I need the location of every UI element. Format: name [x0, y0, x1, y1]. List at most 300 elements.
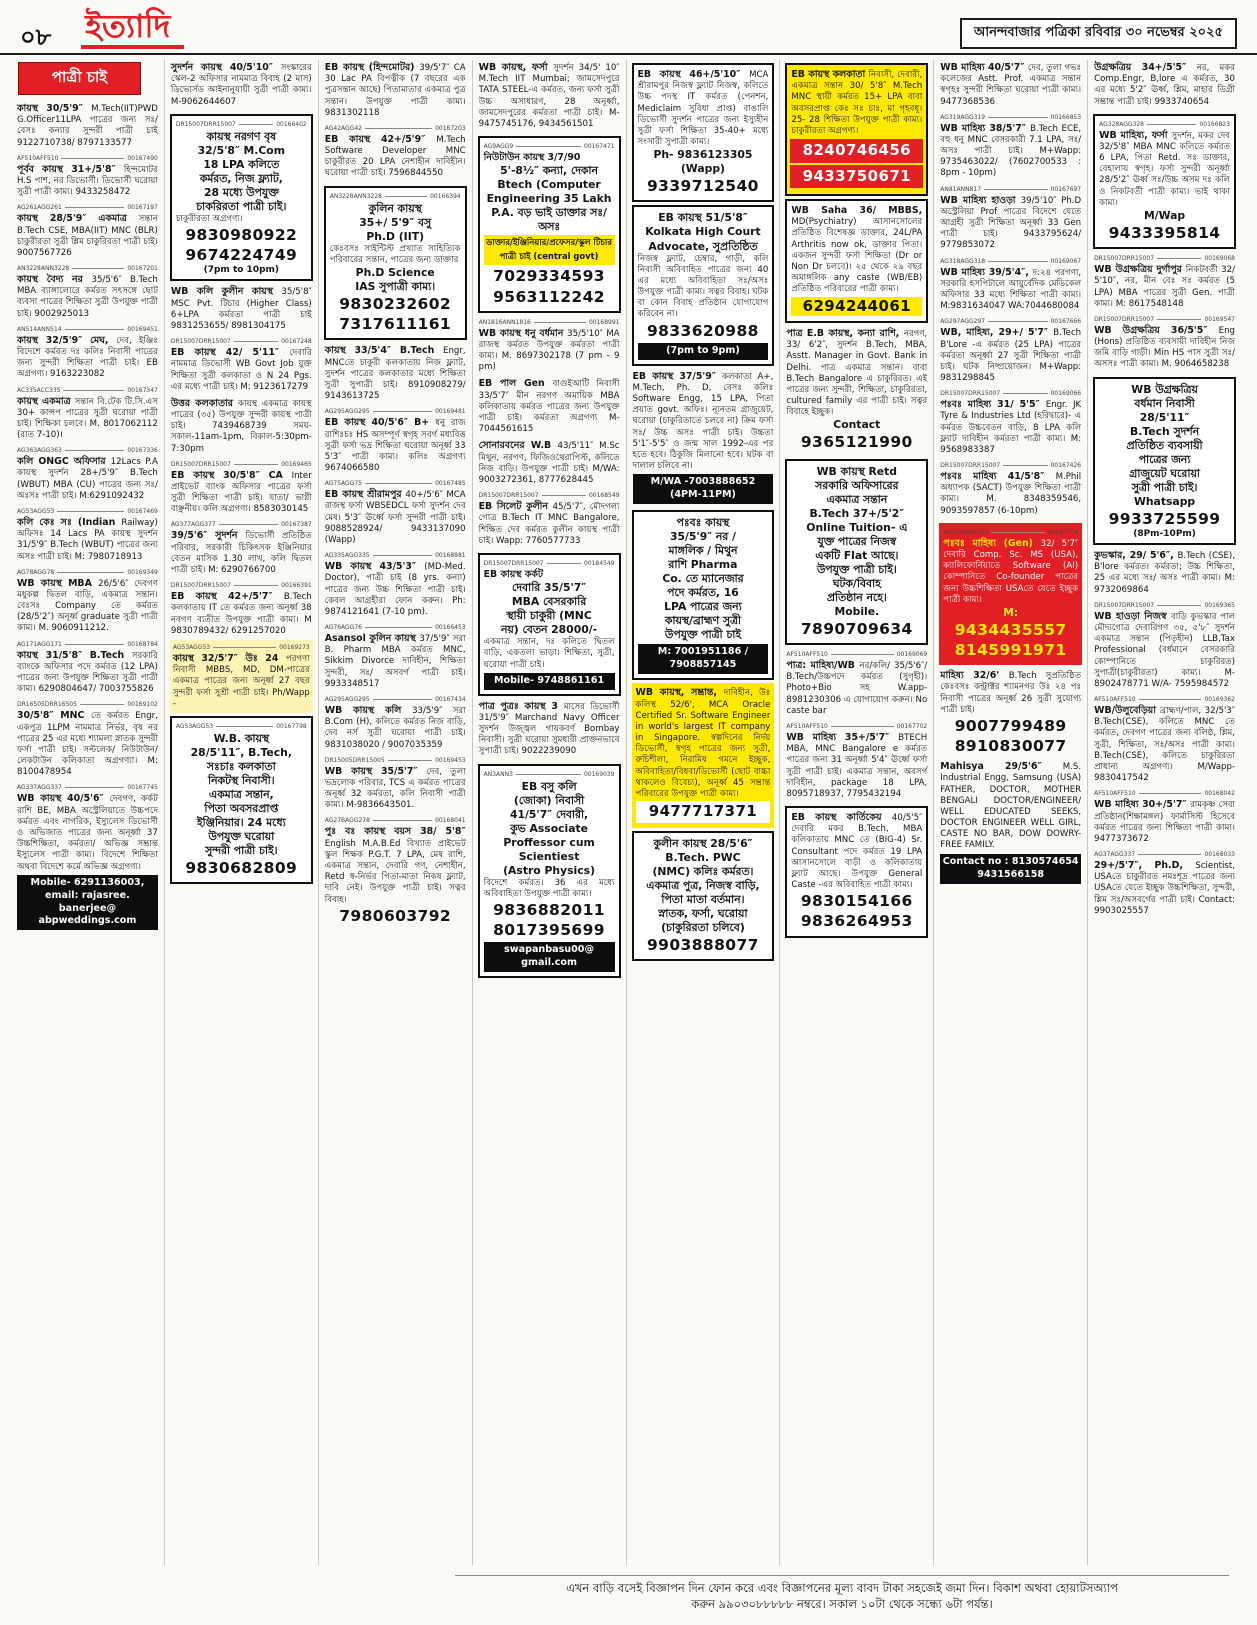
classified-ad [478, 489, 621, 550]
ad-text: EB কায়স্থ 37/5'9″ কলকাতা A+, M.Tech, Ph. D, বেসঃ কলিঃ Software Engg, 15 LPA, পিতা প্রয়াত govt. অফিঃ। ন্যূনতম গ্রাজুয়েট, ঘরোয়া (চাকুরিতাতে চলবে না) ক্রিম ফর্সা সঃ/ উচ্চ অসঃ পাত্রী চাই। উচ্চতা 5'1″-5'5″ ও জন্ম সাল 1992-এর পর হতে হবে। ঠিকুজি মিলানো হবে। ঘটক বা দালাল চলিবে না। [632, 370, 774, 472]
ad-emphasis-text: (জোকা) নিবাসী [513, 793, 585, 807]
classified-ad [324, 122, 467, 183]
ad-emphasis-text: একটি Flat আছে। [815, 548, 899, 562]
ad-text: কায়স্থ 28/5'9″ একমাত্র সন্তান B.Tech CSE, MBA(IIT) MNC (BLR) চাকুরীরতা সুত্রী শ্লিম চাকুরিরতা পাত্রী চাই। 9007567726 [17, 213, 158, 258]
ad-emphasis-text: গ্রাজুয়েট ঘরোয়া [1129, 466, 1200, 480]
ad-emphasis-text: (চাকুরিরতা চলিবে) [661, 920, 745, 934]
ad-text: WB কায়স্থ, সম্ভ্রান্ত, দাবিহীন, উঃ কলিস্থ 52/6', MCA Oracle Certified Sr. Software Engineer in world's largest IT company in Singapore. স্বল্পদিনের নির্দয় ডিভোর্সী, স্বগৃহ পাত্রের জন্য সুত্রী, রুচিশীলা, নিরামিষ গমনে ইচ্ছুক, অবিবাহিতা/বিধবা/ডিভোর্সী (ছোট বাচ্চা থাকলেও বিবেচ্য), অনূর্ধ্ব 45 সম্ভ্রান্ত পরিবারের উপযুক্ত পাত্রী কাম্য। [635, 687, 771, 799]
ad-emphasis-text: Scientiest [518, 849, 580, 863]
ad-emphasis-text: 32/5'8″ M.Com [197, 143, 285, 157]
ad-emphasis-text: Contact [833, 418, 881, 432]
classified-ad [1093, 313, 1236, 374]
ad-serial-code: AG335AGG335 00168981 [324, 552, 466, 560]
classified-ad [939, 759, 1082, 886]
classified-ad [632, 683, 775, 827]
ad-text: WB কায়স্থ 43/5'3″ (MD-Med. Doctor), পাত্রী চাই (8 yrs. কন্যা) পাত্রের জন্য উচ্চ শিক্ষিতা পাত্রী চাই। কেবল আগ্রহীরা ফোন করুন। Ph: 9874121641 (7-10 pm). [324, 561, 466, 617]
ad-serial-code: DR15007DRR15007 00169547 [1094, 315, 1235, 323]
classified-ad [478, 553, 621, 696]
classified-ad [324, 549, 467, 621]
classified-ad [324, 186, 467, 341]
classified-ad [1093, 252, 1236, 313]
ad-serial-code: AG363AGG363 00167336 [17, 447, 158, 455]
ad-emphasis-text: একমাত্র পুত্র, নিজস্ব বাড়ি, [646, 878, 760, 892]
ad-text: WB/উলুবেড়িয়া ব্রাহ্মণ/পাল, 32/5'3″ B.Tech(CSE), কলিতে MNC তে কর্মরত, দেবগণ পাত্রের জন্য বলিষ্ঠ, শ্লিম, সুত্রী, শিক্ষিতা, সঃ/অসঃ পাত্রী কাম্য। B.Tech(CSE), কলিতে চাকুরিরতা প্রাধান্য অগ্রগণ্য। M/Wapp- 9830417542 [1094, 705, 1235, 784]
ad-serial-code: AN1816ANN1816 00168991 [478, 318, 620, 326]
ad-serial-code: AF510AFF510 00167702 [786, 722, 928, 730]
ad-phone-number: 9433395814 [1108, 224, 1221, 243]
ad-text: পাত্র: মাহিষ্য/WB নর/কলি/ 35/5'6″/ B.Tech/উচ্চপদে কর্মরত (সুগৃহী)। Photo+Bio সহ W.app-8981230306 এ যোগাযোগ করুন। No caste bar [786, 660, 928, 716]
ad-emphasis-text: Engineering 35 Lakh [486, 192, 612, 206]
ad-emphasis-text: কুলিন কায়স্থ [368, 201, 422, 215]
ad-text: কায়স্থ 32/5'7″ উঃ 24 পরগণা নিবাসী MBBS, MD, DM-পাত্রের একমাত্র পাত্রের জন্য অনূর্ধ্ব 27 বছর সুন্দরী ফর্সা সুশ্রী পাত্রী চাই। Ph/Wapp - [172, 652, 310, 709]
classified-ad [170, 518, 313, 579]
classified-ad [1093, 693, 1236, 787]
ad-phone-number: 9830154166 [800, 892, 913, 911]
ad-emphasis-text: Online Tuition- এ [806, 520, 908, 534]
classified-ad [1093, 377, 1236, 545]
ad-text: WB কায়স্থ MBA 26/5'6″ দেবগণ মধুকল্প দ্বিতল বাড়ি, একমাত্র সন্তান। বেঃসঃ Company তে কর্মরত (28/5'2″) অনূর্ধ্ব graduate সুত্রী পাত্রী কাম্য। M. 9060911212. [17, 577, 158, 634]
ad-phone-number: 9674224749 [185, 246, 298, 265]
ad-emphasis-text: কুলীন কায়স্থ 28/5'6″ [653, 836, 753, 850]
ad-serial-code: AN3228ANN3228 00167201 [17, 265, 158, 273]
ad-emphasis-text: Kolkata High Court [645, 225, 761, 239]
ad-phone-number: 9836264953 [800, 912, 913, 931]
ad-phone-number: 8240746456 [790, 139, 923, 163]
classified-ad [478, 316, 621, 377]
classified-ad [939, 315, 1082, 387]
classified-ad [478, 136, 621, 313]
ad-phone-number: 6294244061 [791, 297, 922, 317]
classified-ad [939, 183, 1082, 255]
classified-ad [939, 459, 1082, 520]
classified-ad [939, 668, 1082, 759]
classified-ad [324, 693, 467, 754]
ad-emphasis-text: Co. তে ম্যানেজার [662, 572, 744, 586]
classified-ad [170, 579, 313, 640]
ad-phone-number: 9007799489 [954, 716, 1067, 735]
page-number: ০৮ [20, 23, 52, 51]
classified-ad [16, 384, 159, 445]
ad-emphasis-text: Ph.D Science [355, 266, 435, 280]
ad-emphasis-text: প্রতিষ্ঠান নহে। [826, 590, 887, 604]
ad-emphasis-text: Ph.D (IIT) [366, 229, 425, 243]
ad-emphasis-text: IAS সুপাত্রী কাম্য। [355, 280, 436, 294]
ad-emphasis-text: 35+/ 5'9″ বসু [359, 215, 432, 229]
ad-text: সোনারবনের W.B 43/5'11″ M.Sc মিথুন, নরগণ, ফিজিওথেরাপিস্ট, কলিতে নিজ বাড়ি। উপযুক্ত পাত্রী চাই। M/WA: 9003272361, 8777628445 [478, 440, 620, 485]
ad-text: WB হাওড়া নিজস্ব বাড়ি কুভস্কার পাল মৌদ্যগোত্র দেবারিগণ ৩৫, ৫'৮″ সুদর্শন একমাত্র সন্তান (পিতৃহীন) LLB,Tax Professional (বর্ধমানে বেসরকারি কোম্পানিতে চাকুরিরত) সুপাত্রী(চাকুরীরতা) কাম্য। M-8902478771 W/A- 7595984572 [1094, 610, 1236, 689]
ad-text: EB পাল Gen বাগুইআটি নিবাসী 33/5'7″ মীন নরগণ অমায়িক MBA কলিকাতায় কর্মরত পাত্রের জন্য উপযুক্ত পাত্রী চাই। কর্মরতা অগ্রগণ্য M-7044561615 [478, 378, 620, 435]
ad-phone-number: 9830682809 [185, 859, 298, 878]
ad-phone-number: 9933725599 [1108, 509, 1221, 528]
ad-phone-number: 8910830077 [954, 737, 1067, 756]
ad-serial-code: AG300AGG300 00167754 [943, 528, 1079, 536]
ad-emphasis-text: B.Tech সুদর্শন [1130, 424, 1200, 438]
ad-emphasis-text: (NMC) কলিঃ কর্মরত। [652, 864, 754, 878]
ad-emphasis-text: Proffessor cum [503, 835, 595, 849]
ad-contact-bar: (7pm to 9pm) [638, 343, 769, 360]
ad-text: 39/5'6″ সুদর্শন ডিভোর্সী প্রতিষ্ঠিত পরিবার, সরকারী চিকিৎসক ইঞ্জিনিয়ার বেতন মাসিক 1.30 লাখ, কলি দ্বিতল পাত্রী চাই। M: 6290766700 [170, 530, 312, 576]
ad-text: Asansol কুলিন কায়স্থ 37/5'9″ সরা B. Pharm MBA কর্মরত MNC, Sikkim Divorce দাবিহীন, শিক্ষিতা সুন্দরী, সঃ/ অসবর্গ পাত্রী চাই। 9933348517 [324, 633, 466, 689]
ad-emphasis-text: সুত্রী পাত্রী চাই। [1131, 480, 1198, 494]
ad-emphasis-text: 5'-8½″ কন্যা, দেকান [500, 164, 598, 178]
ad-phone-number: 8145991971 [954, 641, 1067, 660]
classified-ad [16, 566, 159, 638]
ad-text: WB কায়স্থ ধনু বর্ধমান 35/5'10″ MA রাজস্থ কর্মরত উপযুক্ত কর্মরতা পাত্রী কাম্য। M. 8697302178 (7 pm - 9 pm) [478, 327, 620, 373]
ad-emphasis-text: B.Tech 37+/5'2″ [809, 506, 905, 520]
ad-serial-code: AG53AGG53 00167469 [17, 507, 158, 515]
ad-emphasis-text: EB কায়স্থ 51/5'8″ [658, 211, 748, 225]
ad-text: বিদেশে কর্মরত। 36 এর মধ্যে অবিবাহিতা উপযুক্ত পাত্রী কাম্য। [483, 877, 615, 899]
ad-emphasis-text: কর্মরত, নিজ ফ্ল্যাট, [199, 171, 283, 185]
ad-emphasis-text: স্নাতক, ফর্সা, ঘরোয়া [658, 906, 748, 920]
ad-emphasis-text: 18 LPA কলিতে [203, 157, 280, 171]
classified-ad [785, 199, 928, 323]
ad-text: EB কায়স্থ কর্কট [483, 568, 543, 580]
classified-ad [1093, 548, 1236, 599]
ad-contact-bar: M/WA -7003888652 (4PM-11PM) [633, 474, 774, 504]
ad-serial-code: AG295AGG295 00169481 [324, 408, 466, 416]
ad-text: WB কায়স্থ 35/5'7″ দেব, তুলা ভদ্রলোক পরিবার, TCS এ কর্মরত পাত্রের অনূর্ধ্ব 32 কর্মরতা, কলি নিবাসী পাত্রী কাম্য। M-9836643501. [324, 765, 466, 811]
ad-serial-code: AF510AFF510 00169069 [786, 651, 928, 659]
ad-column-7 [933, 60, 1087, 1565]
ad-phone-number: 9836882011 [493, 901, 605, 920]
ad-text: EB কায়স্থ 42+/5'7″ B.Tech কলকাতায় IT তে কর্মরত জন্য অনূর্ধ্ব 38 নবগণ ব্যতীত উপযুক্ত পাত্রী কাম্য। M 9830789432/ 6291257020 [170, 591, 312, 636]
ad-text: পূর্বব কায়স্থ 31+/5'8″ হিন্দমোটর H.S পাশ, নর ডিভোর্সী। ডিভোর্সী ঘরোয়া সুত্রী পাত্রী কাম্য। 9433258472 [17, 163, 158, 198]
ad-emphasis-text: উপযুক্ত ঘরোয়া [208, 830, 275, 844]
ad-emphasis-text: (Wapp) [680, 162, 725, 176]
ad-emphasis-text: উপযুক্ত পাত্রী চাই। [816, 562, 897, 576]
ad-serial-code: AF510AFF510 00168042 [1094, 790, 1235, 798]
ad-serial-code: AN81ANN817 00167697 [940, 185, 1082, 193]
ad-phone-number: 9339712540 [647, 177, 759, 196]
ad-emphasis-text: W.B. কায়স্থ [213, 731, 270, 745]
ad-emphasis-text: যুক্ত পাত্রের নিজস্ব [817, 534, 897, 548]
classified-ad [1093, 787, 1236, 848]
ad-emphasis-text: পঃবঃ কায়স্থ [676, 516, 730, 530]
classified-ad [632, 205, 775, 365]
ad-timing-note: (8Pm-10Pm) [1133, 529, 1196, 540]
ad-emphasis-text: (Astro Physics) [503, 863, 596, 877]
ad-emphasis-text: রাশি Pharma [668, 558, 738, 572]
header-left [20, 7, 184, 51]
ad-serial-code: DR15007DRR15007 00166391 [170, 582, 312, 590]
ad-serial-code: AG27BAGG278 00168041 [324, 817, 466, 825]
ad-column-4 [472, 60, 626, 1565]
ad-text: কায়স্থ 31/5'8″ B.Tech সরকারি ব্যাংকে অফিসার পদে কর্মরত (12 LPA) পাত্রের জন্য উপযুক্ত শিক্ষিতা সুত্রী পাত্রী কাম্য। 6290804647/ 7003755826 [17, 649, 158, 695]
ad-text: কায়স্থ একমাত্র সন্তান বি.টেক টি.সি.এস 30+ কান্সপ পাত্রের সুত্রী ঘরোয়া পাত্রী চাই। শিক্ষিকা চলবে। M. 8017062112 (রাত 7-10)। [17, 395, 158, 441]
ads-grid [0, 55, 1257, 1565]
ad-text: WB মাহিষ্য, ফর্সা সুদর্শন, মকর দেব 32/5'8″ MBA MNC কলিতে কর্মরত 6 LPA, পিতা Retd. সঃ ডাক্তার, বেহালায় স্বগৃহ। ফর্সা সুন্দরী অনূর্ধ্বা 28/5'2″ ঊর্ধ্ব সঃ/উচ্চ অসম দঃ কলি ও নিকটবর্তী পাত্রী কাম্য। ভাই থাকা কাম্য। [1099, 129, 1230, 208]
ad-emphasis-text: চাকরিরতা পাত্রী চাই। [196, 199, 287, 213]
ad-emphasis-text: LPA পাত্রের জন্য [664, 600, 742, 614]
ad-emphasis-text: 41/5'7″ দেবারী, [509, 807, 589, 821]
classified-ad [16, 152, 159, 202]
classified-ad [785, 720, 928, 803]
classified-ad [939, 523, 1082, 665]
ad-text: WB মাহিষ্য 38/5'7″ B.Tech ECE, বহু ধনু MNC বেসরকারী 7.1 LPA, সঃ/অসঃ পাত্রী চাই। M+Wapp: 9735463022/ (7602700533 : 8pm - 10pm) [940, 122, 1082, 179]
ad-emphasis-text: মাঙ্গলিক / মিথুন [668, 544, 738, 558]
ad-emphasis-text: 28/5'11″, B.Tech, [190, 745, 292, 759]
classified-ad [16, 505, 159, 566]
ad-emphasis-text: পদে কর্মরত, 16 [667, 586, 739, 600]
classified-ad [16, 444, 159, 505]
ad-text: উত্তর কলকাতার কায়স্থ একমাত্র কায়স্থ পাত্রের (৩৫) উপযুক্ত সুন্দরী কায়স্থ পাত্রী চাই। 7439468739 সময়- সকাল-11am-1pm, বিকাল-5:30pm-7:30pm [170, 397, 312, 454]
ad-text: WB মাহিষ্য 30+/5'7″ রামকৃষ্ণ সেবা প্রতিষ্ঠান(শিক্ষামঙ্গল) ফার্মাসিস্ট হিসেবে কর্মরত পাত্রের জন্য শিক্ষিতা পাত্রী কাম্য। 9477373672 [1094, 799, 1235, 844]
classified-ad [939, 255, 1082, 316]
ad-text: পঃবঃ মাহিষ্য (Gen) 32/ 5'7″ দেবারি Comp. Sc. MS (USA), ক্যালিফোর্নিয়াতে Software (AI) কোম্পানিতে Co-founder পাত্রের জন্য উচ্চশিক্ষিতা USAতে যেতে ইচ্ছুক পাত্রী কাম্য। [943, 537, 1079, 605]
classified-ad [16, 201, 159, 262]
ad-text: কলি ONGC অফিসার 12Lacs P.A কায়স্থ সুদর্শন 28+/5'9″ B.Tech (WBUT) MBA (CU) পাত্রের জন্য সঃ/অঃসঃ পাত্রী চাই। M:6291092432 [17, 456, 158, 501]
ad-text: EB কায়স্থ 46+/5'10″ MCA শ্রীরামপুর নিজস্ব ফ্ল্যাট নিজস্ব, কলিতে উচ্চ পদস্থ IT কর্মরত (পেনশন, Mediclaim সুবিধা প্রাপ্ত) বাঙালি ডিভোর্সী সুদর্শন পাত্রের জন্য ইস্যুহীন সুত্রী ফর্সা শিক্ষিতা 35-40+ মধ্যে সংসারী সুপাত্রী কাম্য। [637, 69, 769, 148]
classified-ad [478, 438, 621, 489]
ad-emphasis-text: P.A. বড় ভাই ডাক্তার সঃ/ অসঃ [491, 206, 607, 234]
ad-serial-code: AG337AGG337 00167745 [17, 784, 158, 792]
ad-emphasis-text: সঃচাঃ কলকাতা [206, 759, 276, 773]
category-label: পাত্রী চাই [18, 62, 141, 95]
ad-serial-code: DR15007DRR15007 00167426 [940, 462, 1082, 470]
classified-ad [1093, 599, 1236, 693]
classified-ad [939, 111, 1082, 183]
classified-ad [785, 326, 928, 456]
classified-ad [16, 698, 159, 781]
classified-ad [170, 396, 313, 458]
ad-serial-code: AG261AGG261 00167197 [17, 204, 158, 212]
classified-ad [16, 323, 159, 384]
ad-text: 30/5'8″ MNC তে কর্মরত Engr, একপুত্র 1LPM নামমাত্র নির্ভর, বৃষ নর পাত্রের 25 এর মধ্যে শ্যামলা স্নাতক সুন্দরী ফর্সা পাত্রী চাই। সল্টলেক/ নিউটাউন/ লেকটাউন কলিকাতা অগ্রগণ্যা। M: 8100478954 [17, 710, 158, 778]
ad-contact-bar: M: 7001951186 / 7908857145 [638, 644, 769, 674]
ad-emphasis-text: পিতা মাতা বর্তমান। [661, 892, 745, 906]
ad-emphasis-text: Whatsapp [1133, 494, 1196, 508]
ad-serial-code: DR16505DRR16505 00169102 [17, 701, 158, 709]
ad-serial-code: DR15007DRR15007 00166402 [175, 120, 307, 128]
ad-emphasis-text: কায়স্থ নরগণ বৃষ [206, 129, 277, 143]
classified-ad [170, 458, 313, 519]
ad-emphasis-text: 28 মধ্যে উপযুক্ত [204, 185, 279, 199]
ad-emphasis-text: একমাত্র সন্তান, [208, 787, 274, 801]
ad-serial-code: AG53AGG53 00167798 [175, 722, 307, 730]
ad-emphasis-text: 28/5'11″ [1139, 410, 1190, 424]
ad-serial-code: AG328AGG328 00166823 [1099, 120, 1230, 128]
classified-ad [324, 754, 467, 815]
classified-ad [632, 63, 775, 202]
classified-ad [324, 343, 467, 405]
classified-ad [478, 699, 621, 761]
ad-phone-number: 9563112242 [493, 287, 605, 306]
ad-phone-number: 8017395699 [493, 921, 605, 940]
ad-timing-note: (7pm to 10pm) [203, 265, 280, 276]
classified-ad [785, 459, 928, 645]
section-title: ইত্যাদি [81, 10, 184, 49]
ad-text: WB উগ্রক্ষত্রিয় দুর্গাপুর নিকটবর্তী 32/ 5'10″, নর, মীন বেঃ সঃ কর্মরত (5 LPA) MBA পাত্রের সুত্রী Gen. পাত্রী কাম্য। M: 8617548148 [1094, 264, 1235, 309]
ad-text: EB কায়স্থ (হিন্দমোটর) 39/5'7″ CA 30 Lac PA বিপত্নীক (7 বছরের এক পুত্রসন্তান আছে) পিতামাতার একমাত্র পুত্র সন্তান। উপযুক্ত পাত্রী কাম্য। 9831302118 [324, 62, 466, 118]
classified-ad [1093, 60, 1236, 111]
ad-emphasis-text: সুন্দরী পাত্রী চাই। [205, 844, 278, 858]
ad-column-5 [626, 60, 780, 1565]
ad-text: EB কায়স্থ কার্তিকেয় 40/5'5″ দেবারি মকর B.Tech, MBA কলিকাতায় MNC তে (BIG-4) Sr. Consultant পদে কর্মরত 19 LPA আসানসোলে বাড়ী ও কলিকাতায় ফ্ল্যাট আছে। উপযুক্ত General Caste -এর অবিবাহিত পাত্রী কাম্য। [791, 812, 923, 891]
ad-serial-code: AG42AGG42 00167203 [324, 124, 466, 132]
ad-text: WB মাহিষ্য 39/5'4″, দ:২৪ পরগণা, সরকারি হসপিটালে আয়ুর্বেদিক মেডিকেল অফিসার 33 মধ্যে শিক্ষিতা পাত্রী কাম্য। M:9831634047 WA:7044680084 [940, 266, 1082, 312]
footer-notice [455, 1575, 1229, 1613]
ad-text: কুভস্কার, 29/ 5'6″, B.Tech (CSE), B'lore কর্মরত। কর্মরতা; উচ্চ শিক্ষিতা, 25 এর মধ্যে সঃ/ অসঃ পাত্রী কাম্য। M: 9732069864 [1094, 550, 1235, 595]
ad-emphasis-text: উপযুক্ত পাত্রী চাই [664, 628, 741, 642]
ad-text: EB কায়স্থ 42/ 5'11″ দেবারি নামমাত্র ডিভোর্সী WB Govt Job যুক্ত শিক্ষিতা সুত্রী কলকাতা ও N 24 Pgs. এর মধ্যে পাত্রী চাই। M: 9123617279 [170, 347, 312, 392]
ad-serial-code: DR15007DRR15007 00184549 [483, 559, 615, 567]
classified-ad [939, 387, 1082, 459]
ad-emphasis-text: কায়স্থ/ব্রাহ্মণ সুত্রী [664, 614, 742, 628]
ad-serial-code: AG171AGG171 00168784 [17, 640, 158, 648]
classified-ad [170, 114, 313, 282]
ad-text: WB কলি কুলীন কায়স্থ 35/5'8″ MSC Pvt. টিচার (Higher Class) 6+LPA কর্মরতা পাত্রী চাই 9831253655/ 8981304175 [170, 286, 312, 331]
ad-emphasis-text: সরকারি অফিসারের [815, 478, 899, 492]
ad-contact-bar: swapanbasu00@ gmail.com [484, 942, 615, 972]
ad-phone-number: 9830980922 [185, 226, 298, 245]
ad-serial-code: AG78AGG78 00169349 [17, 568, 158, 576]
classified-ad [170, 284, 313, 335]
ad-emphasis-text: M/Wap [1143, 208, 1186, 222]
ad-column-2 [164, 60, 318, 1565]
ad-text: WB মাহিষ্য 40/5'7″ দেব, তুলা গভঃ কলেজের Astt. Prof. একমাত্র সন্তান স্বগৃহঃ সুন্দরী শিক্ষিতা ঘরোয়া পাত্রী কাম্য। 9477368536 [940, 62, 1082, 107]
ad-phone-number: 7317611161 [339, 315, 452, 334]
classified-ad [170, 60, 313, 111]
ad-emphasis-text: Advocate, সুপ্রতিষ্ঠিত [648, 239, 758, 253]
ad-text: WB Saha 36/ MBBS, MD(Psychiatry) আসানসোলের প্রতিষ্ঠিত বিশেষজ্ঞ ডাক্তার, 24L/PA Arthritis now ok, ডাক্তার পিতা। একজন সুন্দরী ফর্সা শিক্ষিতা (Dr or Non Dr চলবে)। ২৫ থেকে ২৯ বছর অমাঙ্গলিক any caste (WB/EB) প্রতিষ্ঠিত পরিবারের পাত্রী কাম্য। [791, 205, 923, 295]
ad-emphasis-text: দেবারি 35/5'7″ [512, 581, 587, 595]
classified-ad [785, 63, 928, 196]
ad-text: কায়স্থ 32/5'9″ মেঘ, দেব, ইঞ্জিঃ বিদেশে কর্মরত দঃ কলিঃ নিবাসী পাত্রের জন্য সুন্দরী শিক্ষিতা পাত্রী চাই। EB অগ্রগণ্য। 9163223082 [17, 334, 158, 380]
ad-text: একমাত্র সন্তান, দঃ কলিতে দ্বিতল বাড়ি, একতলা ভাড়া। শিক্ষিতা, সুত্রী, ঘরোয়া পাত্রী চাই। [483, 637, 615, 670]
ad-text: কলি কেঃ সঃ (Indian Railway) অফিসঃ 14 Lacs PA কায়স্থ সুদর্শন 31/5'9″ B.Tech (WBUT) পাত্রের জন্য অসঃ পাত্রী চাই। M: 7980718913 [17, 516, 158, 562]
ad-emphasis-text: বর্ধমান নিবাসী [1134, 396, 1195, 410]
ad-text: নিউটাউন কায়স্থ 3/7/90 [483, 152, 581, 164]
ad-text: EB কায়স্থ 42+/5'9″ M.Tech Software Developer MNC চাকুরীরত 20 LPA নেশাহীন দাবিহীন। ঘরোয়া পাত্রী চাই। 7596844550 [324, 133, 466, 179]
ad-text: কেঃবসঃ সাইন্টিস্ট প্রখ্যাত সাহিত্যিক পরিবারের সন্তান, পাত্রের জন্য ডাক্তার [329, 243, 461, 265]
ad-serial-code: AG37AGG337 00168033 [1094, 851, 1235, 859]
classified-ad [324, 405, 467, 477]
ad-contact-bar: Mobile- 9748861161 [484, 673, 615, 690]
ad-text: কায়স্থ 33/5'4″ B.Tech Engr, MNCতে চাকুরী কলকাতায় নিজ ফ্ল্যাট, সুদর্শন পাত্রের কলকাতার মধ্যে শিক্ষিতা সুত্রী সুপাত্রী চাই। 8910908279/ 9143613725 [324, 345, 466, 402]
ad-column-1 [16, 60, 164, 1565]
footer-notice-line-2: করুন ৯৯০৩০৮৮৮৮৮ নম্বরে। সকাল ১০টা থেকে সন্ধ্যে ৬টা পর্যন্ত। [691, 1597, 993, 1612]
ad-serial-code: DR15007DRR15007 00169068 [1094, 255, 1235, 263]
ad-phone-number: 9434435557 [954, 620, 1067, 639]
ad-serial-code: AG75AGG75 00167485 [324, 480, 466, 488]
ad-serial-code: DR15007DRR15007 00167248 [170, 338, 312, 346]
ad-contact-bar: Mobile- 6291136003, email: rajasree. banerjee@ abpweddings.com [17, 875, 158, 931]
ad-text: উগ্রক্ষত্রিয় 34+/5'5″ নর, মকর Comp.Engr, B,lore এ কর্মরত, 30 এর মধ্যে 5'2″ ঊর্ধ্ব, শ্লিম, মাহার ডিগ্রী সম্ভ্রান্ত পাত্রী চাই। 9933740654 [1094, 62, 1235, 107]
ad-emphasis-text: Mobile. [834, 604, 880, 618]
classified-ad [324, 621, 467, 693]
classified-ad [324, 477, 467, 549]
ad-text: WB মাহিষ্য হাওড়া 39/5'10″ Ph.D অস্ট্রেলিয়া Prof পাত্রের বিদেশে যেতে আগ্রহী সুত্রী শিক্ষিতা অনূর্ধ্বা 33 Gen পাত্রী চাই। 9433795624/ 9779853072 [940, 194, 1082, 251]
classified-ad [1093, 848, 1236, 920]
ad-emphasis-text: B.Tech. PWC [665, 850, 741, 864]
ad-text: চাকুরীরতা অগ্রগণ্য। [175, 213, 243, 224]
ad-phone-number: 9477717371 [636, 801, 771, 823]
ad-emphasis-text: কুভ Associate [510, 821, 588, 835]
ad-serial-code: AG295AGG295 00167434 [324, 695, 466, 703]
classified-ad [632, 831, 775, 961]
ad-emphasis-text: M: [1003, 605, 1019, 619]
ad-phone-number: 7980603792 [339, 906, 452, 925]
ad-serial-code: AF510AFF510 00167490 [17, 154, 158, 162]
classified-ad [785, 806, 928, 938]
ad-text: পাত্র E.B কায়স্থ, কন্যা রাশি, নরগণ, 33/ 6'2″, সুদর্শন B.Tech, MBA, Asstt. Manager in Govt. Bank in Delhi. পাত্র একমাত্র সন্তান। বাবা B.Tech Bangalore এ চাকুরিরত। এই পাত্রের জন্য সুন্দরী, শিক্ষিতা, চাকুরিরতা, cultured family এর পাত্রী চাই। সত্বর বিবাহে ইচ্ছুক। [786, 328, 928, 418]
page-header [0, 0, 1257, 55]
ad-emphasis-text: 35/5'9″ নর / [669, 530, 736, 544]
ad-emphasis-text: স্থায়ী চাকুরী (MNC [506, 609, 592, 623]
ad-column-6 [779, 60, 933, 1565]
classified-ad [324, 814, 467, 928]
ad-text: WB কায়স্থ, ফর্সা সুদর্শন 34/5' 10″ M.Tech IIT Mumbai; জামসেদপুরে TATA STEEL-এ কর্মরত, জন্য ফর্সা সুত্রী উচ্চ অসাধারণ, 28 অনূর্ধ্বা, জামসেদপুরের কর্মরতা পাত্রী চাই। M- 9475745176, 9434561501 [478, 62, 620, 129]
ad-highlighted-text: ডাক্তার/ইঞ্জিনিয়ার/প্রফেসর/স্কুল টিচার পাত্রী চাই (central govt) [484, 235, 615, 265]
ad-emphasis-text: পিতা অবসরপ্রাপ্ত [204, 802, 279, 816]
ad-text: পঃবঃ মাহিষ্য 31/ 5'5″ Engr. JK Tyre & Industries Ltd (হরিদ্বারে)- এ কর্মরত উচ্চবেতন বাড়ি, 8 LPA কলি ফ্ল্যাট দাবিহীন কর্মরতা পাত্রী কাম্য। M: 9568983387 [940, 399, 1082, 455]
classified-ad [632, 510, 775, 680]
ad-emphasis-text: EB বসু কলি [521, 779, 577, 793]
ad-serial-code: AC335ACC335 00167347 [17, 386, 158, 394]
ad-emphasis-text: ঘটক/বিবাহ [832, 576, 881, 590]
classified-ad [632, 369, 775, 507]
ad-text: WB মাহিষ্য 35+/5'7″ BTECH MBA, MNC Bangalore e কর্মরত পাত্রের জন্য 31 অনূর্ধ্বা 5'4″ ঊর্ধ্বে ফর্সা সুত্রী পাত্রী চাই। একমাত্র সন্তান, অবসর্গ দাবিহীন, package 18 LPA, 8095718937, 7795432194 [786, 731, 928, 799]
classified-ad [478, 60, 621, 133]
classified-ad [16, 638, 159, 699]
classified-ad [785, 648, 928, 720]
footer-notice-line-1: এখন বাড়ি বসেই বিজ্ঞাপন দিন ফোন করে এবং বিজ্ঞাপনের মূল্য বাবদ টাকা সহজেই জমা দিন। বিকাশ অথবা হোয়াটসঅ্যাপ [566, 1580, 1118, 1595]
ad-serial-code: AG377AGG377 00167387 [170, 521, 312, 529]
ad-contact-bar: Contact no : 8130574654 9431566158 [940, 854, 1081, 884]
classified-ad [939, 60, 1082, 111]
ad-text: সুদর্শন কায়স্থ 40/5'10″ সংস্কারের স্কেল-2 অফিসার নামমাত্র বিবাহ (2 মাস) ডিভোর্সড আইনানুযায়ী সুত্রী পাত্রী কাম্য। M-9062644607 [170, 62, 312, 107]
ad-emphasis-text: Ph- 9836123305 [653, 148, 753, 162]
ad-column-3 [318, 60, 472, 1565]
classified-ad [16, 781, 159, 933]
ad-column-8 [1087, 60, 1241, 1565]
ad-serial-code: AG9AGG9 00167471 [483, 143, 615, 151]
ad-text: কায়স্থ বৈদ্য নর 35/5'6″ B.Tech MBA ব্যাঙ্গালোরে কর্মরত সৎসঙ্গে ছোট ব্যবসা পাত্রের শিক্ষিতা সুত্রী উপযুক্ত পাত্রী চাই। 9002925013 [17, 274, 158, 319]
ad-serial-code: AN514ANN514 00169451 [17, 325, 158, 333]
ad-emphasis-text: MBA বেসরকারি [511, 595, 587, 609]
ad-serial-code: AG53AGG53 00169273 [172, 643, 310, 651]
ad-text: পুঃ বঃ কায়স্থ বয়স 38/ 5'8″ English M.A.B.Ed বিখ্যাত প্রাইভেট স্কুল শিক্ষক P.G.T. 7 LPA, মেষ রাশি, একমাত্র সন্তান, দেবারি গণ, নেশাহীন, Retd স্ব-নির্ভর পিতা-মাতা নিকষ ফ্ল্যাট, দাবি নেই। উপযুক্ত পাত্রী চাই। সত্বর বিবাহ। [324, 826, 466, 905]
ad-text: EB কায়স্থ 40/5'6″ B+ ধনু রাজ রাশিঃচঃ HS অসম্পূর্ণ স্বগৃহ সবর্গ মধ্যবিত্ত সুত্রী ফর্সা ভদ্র শিক্ষিতা ঘরোয়া অনূর্ধ্ব 33 5'3″ পাত্রী কাম্য। কলিঃ অগ্রগণ্য 9674066580 [324, 417, 466, 474]
ad-emphasis-text: WB উগ্রক্ষত্রিয় [1131, 382, 1198, 396]
ad-phone-number: 9903888077 [647, 935, 759, 954]
ad-serial-code: AG318AGG318 00169067 [940, 257, 1082, 265]
ad-serial-code: DR15007DRR15007 00169066 [940, 390, 1082, 398]
ad-emphasis-text: WB কায়স্থ Retd [816, 464, 897, 478]
ad-emphasis-text: নয়) বেতন 28000/- [500, 623, 598, 637]
ad-text: নিজস্ব ফ্ল্যাট, চেম্বার, গাড়ী, কলি নিবাসী অবিবাহিত পাত্রের জন্য 40 এর মধ্যে অবিবাহিতা সঃ/অসঃ উপযুক্ত পাত্রী কাম্য। সত্বর বিবাহ। ঘটক বা কোন বিবাহ প্রতিষ্ঠান যোগাযোগ করিবেন না। [637, 253, 769, 320]
ad-phone-number: 9833620988 [647, 321, 759, 340]
ad-text: EB কায়স্থ 30/5'8″ CA Inter প্রাইভেট ব্যাংক অফিসার পাত্রের ফর্সা সুত্রী শিক্ষিতা পাত্রী চাই। যাতা/ ভাগ্নী বাঞ্ছনীয়। কলি অগ্রগণ্য। 8583030145 [170, 469, 312, 515]
ad-phone-number: 9830232602 [339, 295, 452, 314]
classified-ad [16, 262, 159, 323]
classified-ad [1093, 114, 1236, 249]
ad-serial-code: AN3ANN3 00169039 [483, 770, 615, 778]
ad-serial-code: DR15007DRR15007 00169365 [1094, 601, 1235, 609]
classified-ad [478, 764, 621, 979]
ad-text: WB উগ্রক্ষত্রিয় 36/5'5″ Eng (Hons) প্রতিষ্ঠিত ব্যবসায়ী দাবিহীন নিজ জমি বাড়ি গাড়ী। Min HS পাস সুত্রী সঃ/অসসঃ পাত্রী কাম্য। M. 9064658238 [1094, 324, 1235, 370]
classified-ad [170, 640, 313, 713]
ad-serial-code: AF510AFF510 00169362 [1094, 696, 1235, 704]
ad-phone-number: 9433750671 [790, 165, 923, 189]
ad-text: 29+/5'7″, Ph.D, Scientist, USAতে চাকুরীরত নমঃশূদ্র পাত্রের জন্য USAতে যেতে ইচ্ছুক উচ্চশিক্ষিতা, সুন্দরী, শ্লিম সঃ/অসবর্গের পাত্রী চাই। Contact: 9903025557 [1094, 860, 1235, 916]
ad-serial-code: DR15007DRR15007 00169465 [170, 460, 312, 468]
ad-text: EB সিলেট কুলীন 45/5'7″, মৌদগল্য গোত্র B.Tech IT MNC Bangalore, শিক্ষিত দেব কর্মরত কুলীন কায়স্থ পাত্রী চাই। Wapp: 7760577733 [478, 501, 620, 546]
ad-serial-code: DR15007DRR15007 00168549 [478, 492, 620, 500]
ad-text: WB কায়স্থ কলি 33/5'9″ সরা B.Com (H), কলিতে কর্মরত নিজ বাড়ি, দেব নর্স সুত্রী ঘরোয়া পাত্রী চাই। 9831038020 / 9007035359 [324, 704, 466, 750]
ad-serial-code: AN3228ANN3228 00166394 [329, 192, 461, 200]
